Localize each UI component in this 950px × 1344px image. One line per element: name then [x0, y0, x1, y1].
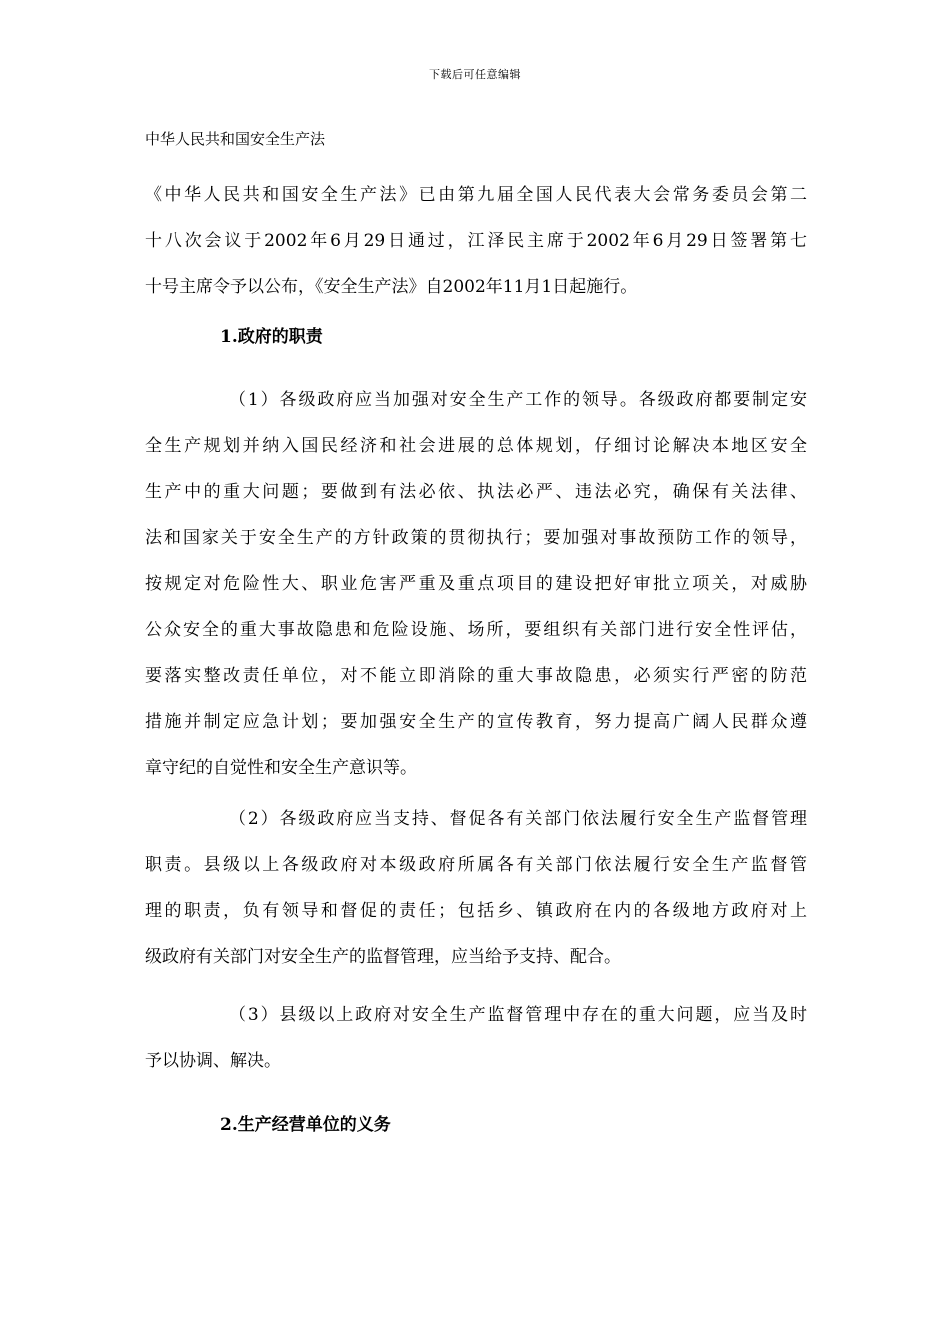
paragraph-line: 按规定对危险性大、职业危害严重及重点项目的建设把好审批立项关，对威胁: [145, 574, 807, 594]
paragraph-line: （3）县级以上政府对安全生产监督管理中存在的重大问题，应当及时: [229, 1005, 807, 1025]
paragraph-line: （2）各级政府应当支持、督促各有关部门依法履行安全生产监督管理: [229, 809, 807, 829]
intro-paragraph: [145, 172, 807, 310]
section-heading-1: 1.政府的职责: [220, 327, 323, 347]
paragraph-line: 章守纪的自觉性和安全生产意识等。: [145, 758, 417, 778]
paragraph-line: 理的职责，负有领导和督促的责任；包括乡、镇政府在内的各级地方政府对上: [145, 901, 807, 921]
header-note: 下载后可任意编辑: [429, 68, 521, 81]
paragraph-line: 要落实整改责任单位，对不能立即消除的重大事故隐患，必须实行严密的防范: [145, 666, 807, 686]
paragraph-line: 全生产规划并纳入国民经济和社会进展的总体规划，仔细讨论解决本地区安全: [145, 436, 807, 456]
paragraph-line: 生产中的重大问题；要做到有法必依、执法必严、违法必究，确保有关法律、: [145, 482, 807, 502]
intro-line: 十号主席令予以公布，《安全生产法》自2002年11月1日起施行。: [145, 277, 638, 297]
paragraph-line: 措施并制定应急计划；要加强安全生产的宣传教育，努力提高广阔人民群众遵: [145, 712, 807, 732]
paragraph-line: 公众安全的重大事故隐患和危险设施、场所，要组织有关部门进行安全性评估，: [145, 620, 807, 640]
paragraph-line: 予以协调、解决。: [145, 1051, 281, 1071]
section1-paragraph-2: [145, 796, 807, 980]
paragraph-line: 法和国家关于安全生产的方针政策的贯彻执行；要加强对事故预防工作的领导，: [145, 528, 807, 548]
paragraph-line: 职责。县级以上各级政府对本级政府所属各有关部门依法履行安全生产监督管: [145, 855, 807, 875]
paragraph-line: 级政府有关部门对安全生产的监督管理，应当给予支持、配合。: [145, 947, 621, 967]
paragraph-line: （1）各级政府应当加强对安全生产工作的领导。各级政府都要制定安: [229, 390, 807, 410]
section-heading-2: 2.生产经营单位的义务: [220, 1115, 391, 1135]
section1-paragraph-1: [145, 377, 807, 791]
intro-line: 《中华人民共和国安全生产法》已由第九届全国人民代表大会常务委员会第二: [145, 185, 807, 205]
intro-line: 十八次会议于2002年6月29日通过，江泽民主席于2002年6月29日签署第七: [145, 231, 807, 251]
document-title: 中华人民共和国安全生产法: [145, 130, 326, 148]
section1-paragraph-3: [145, 992, 807, 1084]
